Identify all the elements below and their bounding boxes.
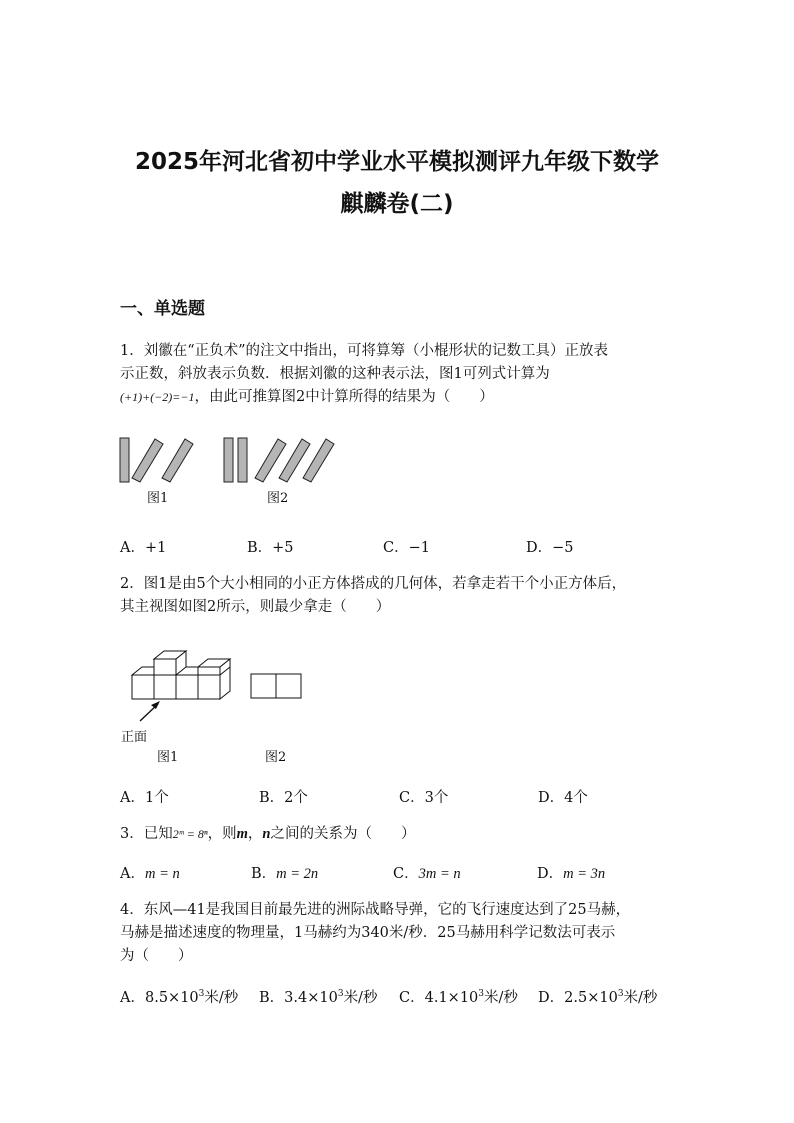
question-2-stem: 2．图1是由5个大小相同的小正方体搭成的几何体，若拿走若干个小正方体后， 其主视图如图2所示，则最少拿走（ ）: [120, 576, 627, 615]
rod-upright: [120, 438, 129, 482]
q4-option-d[interactable]: D．$2.5\times 10^3$米/秒: [538, 989, 658, 1006]
q2-option-d[interactable]: D．4个: [538, 790, 588, 806]
question-3-stem: 3．已知2ᵐ = 8ⁿ，则m，n之间的关系为（ ）: [120, 826, 416, 842]
q2-fig2-caption: 图2: [265, 750, 287, 765]
q3-option-a[interactable]: A．m = n: [120, 866, 180, 882]
q4-option-b[interactable]: B．$3.4\times 10^3$米/秒: [259, 989, 378, 1006]
q4-option-a[interactable]: A．$8.5\times 10^3$米/秒: [120, 989, 239, 1006]
q1-option-b[interactable]: B．+5: [247, 540, 294, 556]
q1-fig1-caption: 图1: [147, 491, 169, 506]
q3-option-b[interactable]: B．m = 2n: [251, 866, 319, 882]
question-1-stem: 1．刘徽在“正负术”的注文中指出，可将算筹（小棍形状的记数工具）正放表 示正数，斜放表示负数．根据刘徽的这种表示法，图1可列式计算为 (+1)+(−2)=−1，由此可推算图2中计算所得的结果为（ ）: [120, 343, 609, 405]
rod-upright: [238, 438, 247, 482]
question-4-stem: 4．东风—41是我国目前最先进的洲际战略导弹，它的飞行速度达到了25马赫， 马赫是描述速度的物理量，1马赫约为340米/秒．25马赫用科学记数法可表示 为（ ）: [120, 902, 631, 964]
front-view-square: [251, 674, 276, 698]
q1-option-a[interactable]: A．+1: [120, 540, 167, 556]
q2-option-b[interactable]: B．2个: [259, 790, 308, 806]
q1-option-d[interactable]: D．−5: [526, 540, 574, 556]
question-1-equation: (+1)+(−2)=−1: [120, 390, 195, 404]
rod-slanted: [132, 439, 163, 482]
section-heading: 一、单选题: [120, 299, 205, 319]
rod-upright: [224, 438, 233, 482]
page-subtitle: 麒麟卷(二): [340, 191, 454, 217]
q1-option-c[interactable]: C．−1: [383, 540, 430, 556]
q1-fig2-caption: 图2: [267, 491, 289, 506]
q2-front-label: 正面: [121, 730, 148, 745]
page-title: 2025年河北省初中学业水平模拟测评九年级下数学: [134, 149, 659, 175]
q2-fig1-caption: 图1: [157, 750, 179, 765]
q4-option-c[interactable]: C．$4.1\times 10^3$米/秒: [399, 989, 518, 1006]
q3-option-d[interactable]: D．m = 3n: [537, 866, 606, 882]
q2-option-a[interactable]: A．1个: [120, 790, 169, 806]
q3-option-c[interactable]: C．3m = n: [393, 866, 461, 882]
front-view-square: [276, 674, 301, 698]
question-3-equation: 2ᵐ = 8ⁿ: [172, 827, 208, 841]
q2-option-c[interactable]: C．3个: [399, 790, 449, 806]
rod-slanted: [162, 439, 193, 482]
question-2-figure: [120, 637, 320, 717]
